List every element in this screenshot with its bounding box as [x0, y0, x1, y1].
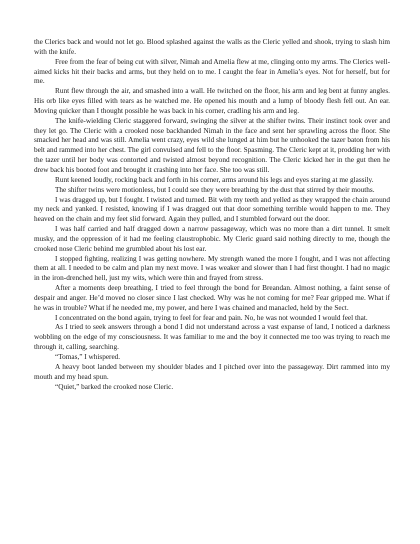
- paragraph: the Clerics back and would not let go. Blood splashed against the walls as the Cleric yelled and shook, trying to slash him with the knife.: [34, 38, 390, 56]
- paragraph: “Quiet,” barked the crooked nose Cleric.: [55, 382, 174, 391]
- paragraph: A heavy boot landed between my shoulder blades and I pitched over into the passageway. Dirt rammed into my mouth and my head spun.: [34, 362, 390, 381]
- paragraph: I was half carried and half dragged down a narrow passageway, which was no more than a dirt tunnel. It smelt musky, and the oppression of it had me feeling claustrophobic. My Cleric guard said nothing directly to me, though the crooked nose Cleric behind me grumbled about his lost ear.: [34, 225, 390, 253]
- paragraph: As I tried to seek answers through a bond I did not understand across a vast expanse of land, I noticed a darkness wobbling on the edge of my consciousness. It was familiar to me and the boy it connected me too was trying to reach me through it, calling, searching.: [34, 323, 390, 352]
- paragraph: Runt flew through the air, and smashed into a wall. He twitched on the floor, his arm and leg bent at funny angles. His orb like eyes filled with tears as he watched me. He opened his mouth and a lump of bloody flesh fell out. An ear. Moving quicker than I thought possible he was back in his corner, cradling his arm and leg.: [34, 87, 390, 115]
- paragraph: Free from the fear of being cut with silver, Nimah and Amelia flew at me, clinging onto my arms. The Clerics well-aimed kicks hit their backs and arms, but they held on to me. I caught the fear in Amelia’s eyes. Not for herself, but for me.: [34, 57, 390, 86]
- paragraph: The knife-wielding Cleric staggered forward, swinging the silver at the shifter twins. Their instinct took over and they let go. The Cleric with a crooked nose backhanded Nimah in the face and sent her sprawling across the floor. She smacked her head and was still. Amelia went crazy, eyes wild she lunged at him but he unhooked the tazer baton from his belt and rammed into her chest. The girl convulsed and fell to the floor. Spasming. The Cleric kept at it, prodding her with the tazer until her body was contorted and twisted almost beyond recognition. The Cleric kicked her in the gut then he drew back his booted foot and brought it crashing into her face. She too was still.: [34, 116, 390, 174]
- book-page: [34, 38, 390, 392]
- paragraph: I stopped fighting, realizing I was getting nowhere. My strength waned the more I fought, and I was not affecting them at all. I needed to be calm and plan my next move. I was weaker and slower than I had first thought. I had no magic in the iron-drenched hell, just my wits, which were thin and frayed from stress.: [34, 254, 390, 283]
- paragraph: After a moments deep breathing, I tried to feel through the bond for Breandan. Almost nothing, a faint sense of despair and anger. He’d moved no closer since I last checked. Why was he not coming for me? Fear gripped me. What if he was in trouble? What if he needed me, my power, and here I was chained and manacled, held by the Sect.: [34, 284, 390, 312]
- paragraph: The shifter twins were motionless, but I could see they were breathing by the dust that stirred by their mouths.: [55, 185, 375, 194]
- paragraph: Runt keened loudly, rocking back and forth in his corner, arms around his legs and eyes staring at me glassily.: [55, 175, 374, 184]
- paragraph: I concentrated on the bond again, trying to feel for fear and pain. No, he was not wounded I would feel that.: [55, 313, 368, 322]
- paragraph: I was dragged up, but I fought. I twisted and turned. Bit with my teeth and yelled as they wrapped the chain around my neck and yanked. I resisted, knowing if I was dragged out that door something terrible would happen to me. They heaved on the chain and my feet slid forward. Again they pulled, and I stumbled forward out the door.: [34, 195, 390, 224]
- paragraph: “Tomas,” I whispered.: [55, 353, 121, 361]
